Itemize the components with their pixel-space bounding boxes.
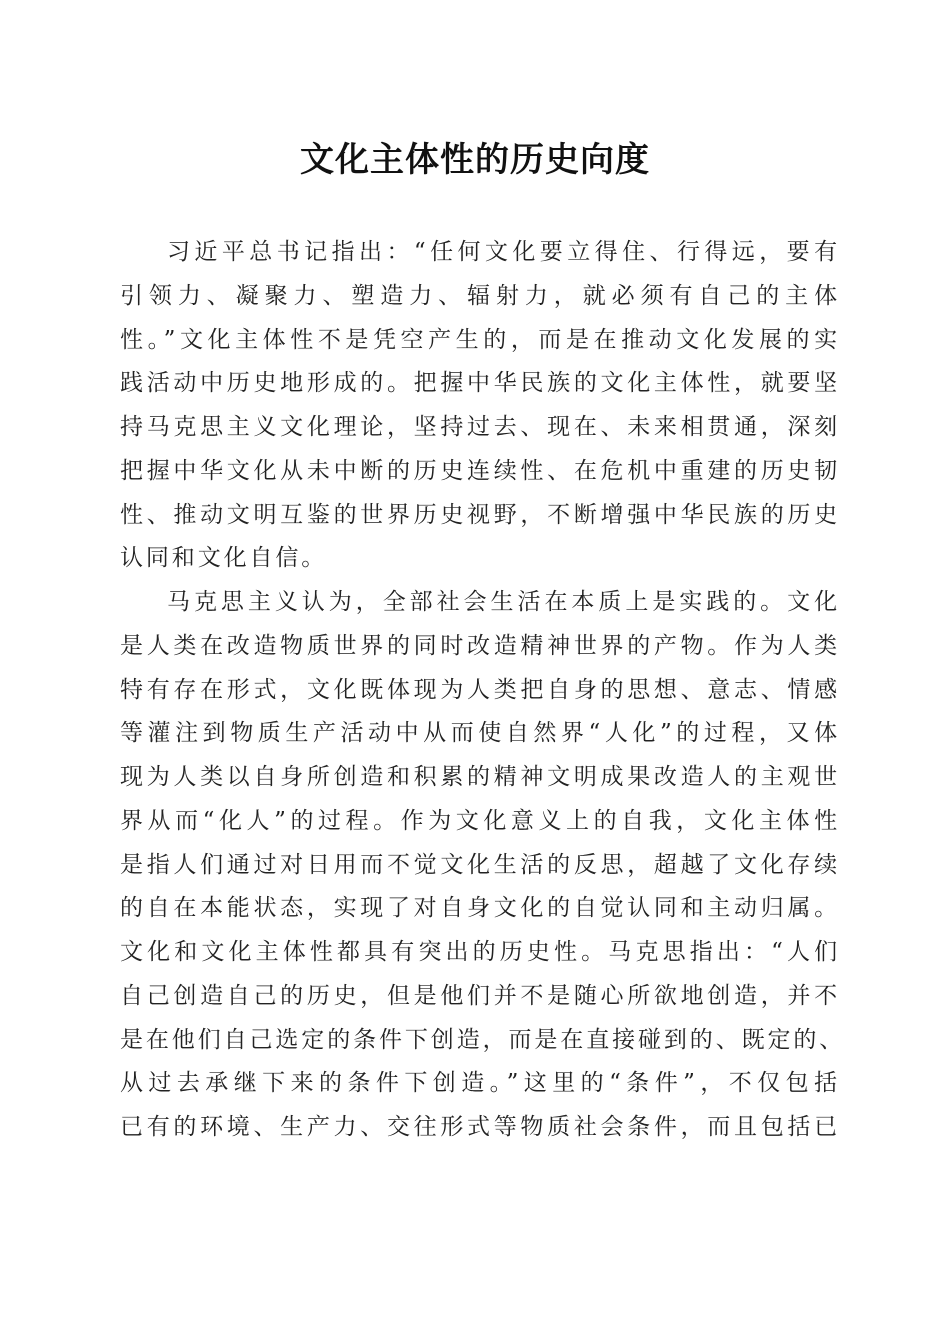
paragraph-line: 是指人们通过对日用而不觉文化生活的反思，超越了文化存续 — [120, 851, 840, 878]
paragraph-line: 认同和文化自信。 — [120, 545, 328, 572]
paragraph-line: 现为人类以自身所创造和积累的精神文明成果改造人的主观世 — [120, 764, 840, 790]
paragraph-line: 文化和文化主体性都具有突出的历史性。马克思指出：“人们 — [120, 939, 840, 965]
paragraph-line: 习近平总书记指出：“任何文化要立得住、行得远，要有 — [167, 239, 840, 265]
paragraph-line: 特有存在形式，文化既体现为人类把自身的思想、意志、情感 — [120, 676, 840, 703]
document-title: 文化主体性的历史向度 — [300, 140, 650, 180]
paragraph-line: 践活动中历史地形成的。把握中华民族的文化主体性，就要坚 — [120, 370, 840, 397]
paragraph-line: 引领力、凝聚力、塑造力、辐射力，就必须有自己的主体 — [120, 282, 840, 309]
paragraph-line: 性。”文化主体性不是凭空产生的，而是在推动文化发展的实 — [120, 326, 840, 353]
paragraph-line: 马克思主义认为，全部社会生活在本质上是实践的。文化 — [167, 589, 840, 615]
document-body — [120, 231, 846, 1150]
paragraph-line: 性、推动文明互鉴的世界历史视野，不断增强中华民族的历史 — [120, 501, 840, 528]
paragraph-line: 自己创造自己的历史，但是他们并不是随心所欲地创造，并不 — [120, 982, 840, 1009]
paragraph-line: 是人类在改造物质世界的同时改造精神世界的产物。作为人类 — [120, 632, 840, 659]
paragraph-line: 持马克思主义文化理论，坚持过去、现在、未来相贯通，深刻 — [120, 414, 840, 440]
paragraph-line: 是在他们自己选定的条件下创造，而是在直接碰到的、既定的、 — [120, 1026, 846, 1053]
paragraph-line: 等灌注到物质生产活动中从而使自然界“人化”的过程，又体 — [120, 720, 840, 747]
paragraph-line: 把握中华文化从未中断的历史连续性、在危机中重建的历史韧 — [120, 457, 840, 484]
paragraph-line: 已有的环境、生产力、交往形式等物质社会条件，而且包括已 — [120, 1114, 840, 1140]
paragraph-line: 的自在本能状态，实现了对自身文化的自觉认同和主动归属。 — [120, 895, 840, 922]
paragraph-line: 从过去承继下来的条件下创造。”这里的“条件”，不仅包括 — [120, 1070, 840, 1097]
paragraph-2 — [120, 581, 846, 1150]
paragraph-line: 界从而“化人”的过程。作为文化意义上的自我，文化主体性 — [120, 807, 840, 834]
paragraph-1 — [120, 231, 840, 581]
